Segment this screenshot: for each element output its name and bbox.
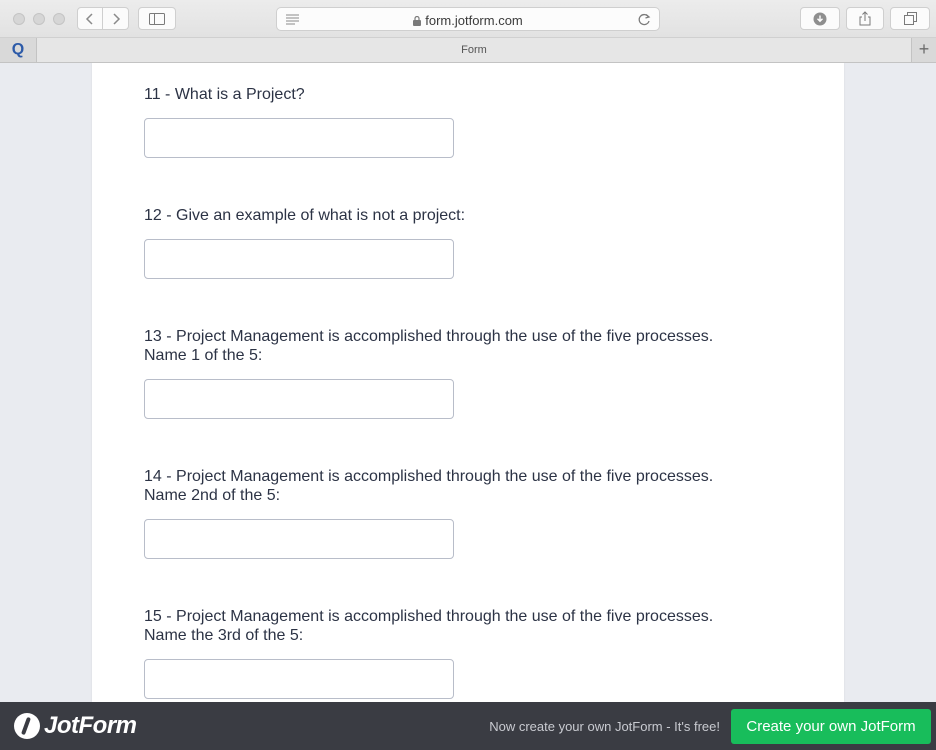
answer-input[interactable] xyxy=(144,118,454,158)
question-11 xyxy=(144,85,784,104)
form-card xyxy=(92,63,844,702)
chevron-right-icon xyxy=(111,13,121,25)
create-jotform-button[interactable]: Create your own JotForm xyxy=(731,709,931,744)
plus-icon: + xyxy=(918,39,930,59)
new-tab-button[interactable] xyxy=(911,38,936,62)
tab-title: Form xyxy=(461,44,487,56)
jotform-logo-icon xyxy=(14,713,40,739)
sidebar-button[interactable] xyxy=(138,7,176,30)
back-button[interactable] xyxy=(77,7,103,30)
question-label-line2: Name 2nd of the 5: xyxy=(144,487,281,504)
question-label: 13 - Project Management is accomplished through the use of the five processes. xyxy=(144,328,714,345)
browser-toolbar xyxy=(0,0,936,38)
tabs-overview-button[interactable] xyxy=(890,7,930,30)
lock-icon xyxy=(413,16,421,26)
question-12 xyxy=(144,206,784,225)
reload-icon[interactable] xyxy=(638,13,651,26)
answer-input[interactable] xyxy=(144,239,454,279)
zoom-window-button[interactable] xyxy=(53,13,65,25)
sidebar-icon xyxy=(149,13,165,25)
answer-input[interactable] xyxy=(144,379,454,419)
share-button[interactable] xyxy=(846,7,884,30)
question-15 xyxy=(144,607,784,645)
url-text: form.jotform.com xyxy=(425,13,523,28)
tab-bar xyxy=(0,38,936,63)
question-13 xyxy=(144,327,784,365)
minimize-window-button[interactable] xyxy=(33,13,45,25)
share-icon xyxy=(859,11,871,26)
question-label: 12 - Give an example of what is not a project: xyxy=(144,207,466,224)
question-label: 15 - Project Management is accomplished through the use of the five processes. xyxy=(144,608,714,625)
jotform-logo[interactable] xyxy=(14,711,137,741)
tab-form[interactable] xyxy=(37,38,911,62)
logo-text: JotForm xyxy=(44,712,137,739)
question-label: 14 - Project Management is accomplished through the use of the five processes. xyxy=(144,468,714,485)
download-icon xyxy=(813,12,827,26)
tabs-icon xyxy=(904,12,917,25)
forward-button[interactable] xyxy=(103,7,129,30)
page-viewport xyxy=(0,63,936,702)
question-label-line2: Name 1 of the 5: xyxy=(144,347,263,364)
answer-input[interactable] xyxy=(144,519,454,559)
close-window-button[interactable] xyxy=(13,13,25,25)
promo-text: Now create your own JotForm - It's free! xyxy=(489,719,720,734)
chevron-left-icon xyxy=(85,13,95,25)
downloads-button[interactable] xyxy=(800,7,840,30)
pinned-tab-icon: Q xyxy=(11,41,25,58)
question-14 xyxy=(144,467,784,505)
pinned-tab[interactable] xyxy=(0,38,37,62)
answer-input[interactable] xyxy=(144,659,454,699)
question-label: 11 - What is a Project? xyxy=(144,86,305,103)
question-label-line2: Name the 3rd of the 5: xyxy=(144,627,304,644)
address-bar[interactable] xyxy=(276,7,660,31)
jotform-footer xyxy=(0,702,936,750)
